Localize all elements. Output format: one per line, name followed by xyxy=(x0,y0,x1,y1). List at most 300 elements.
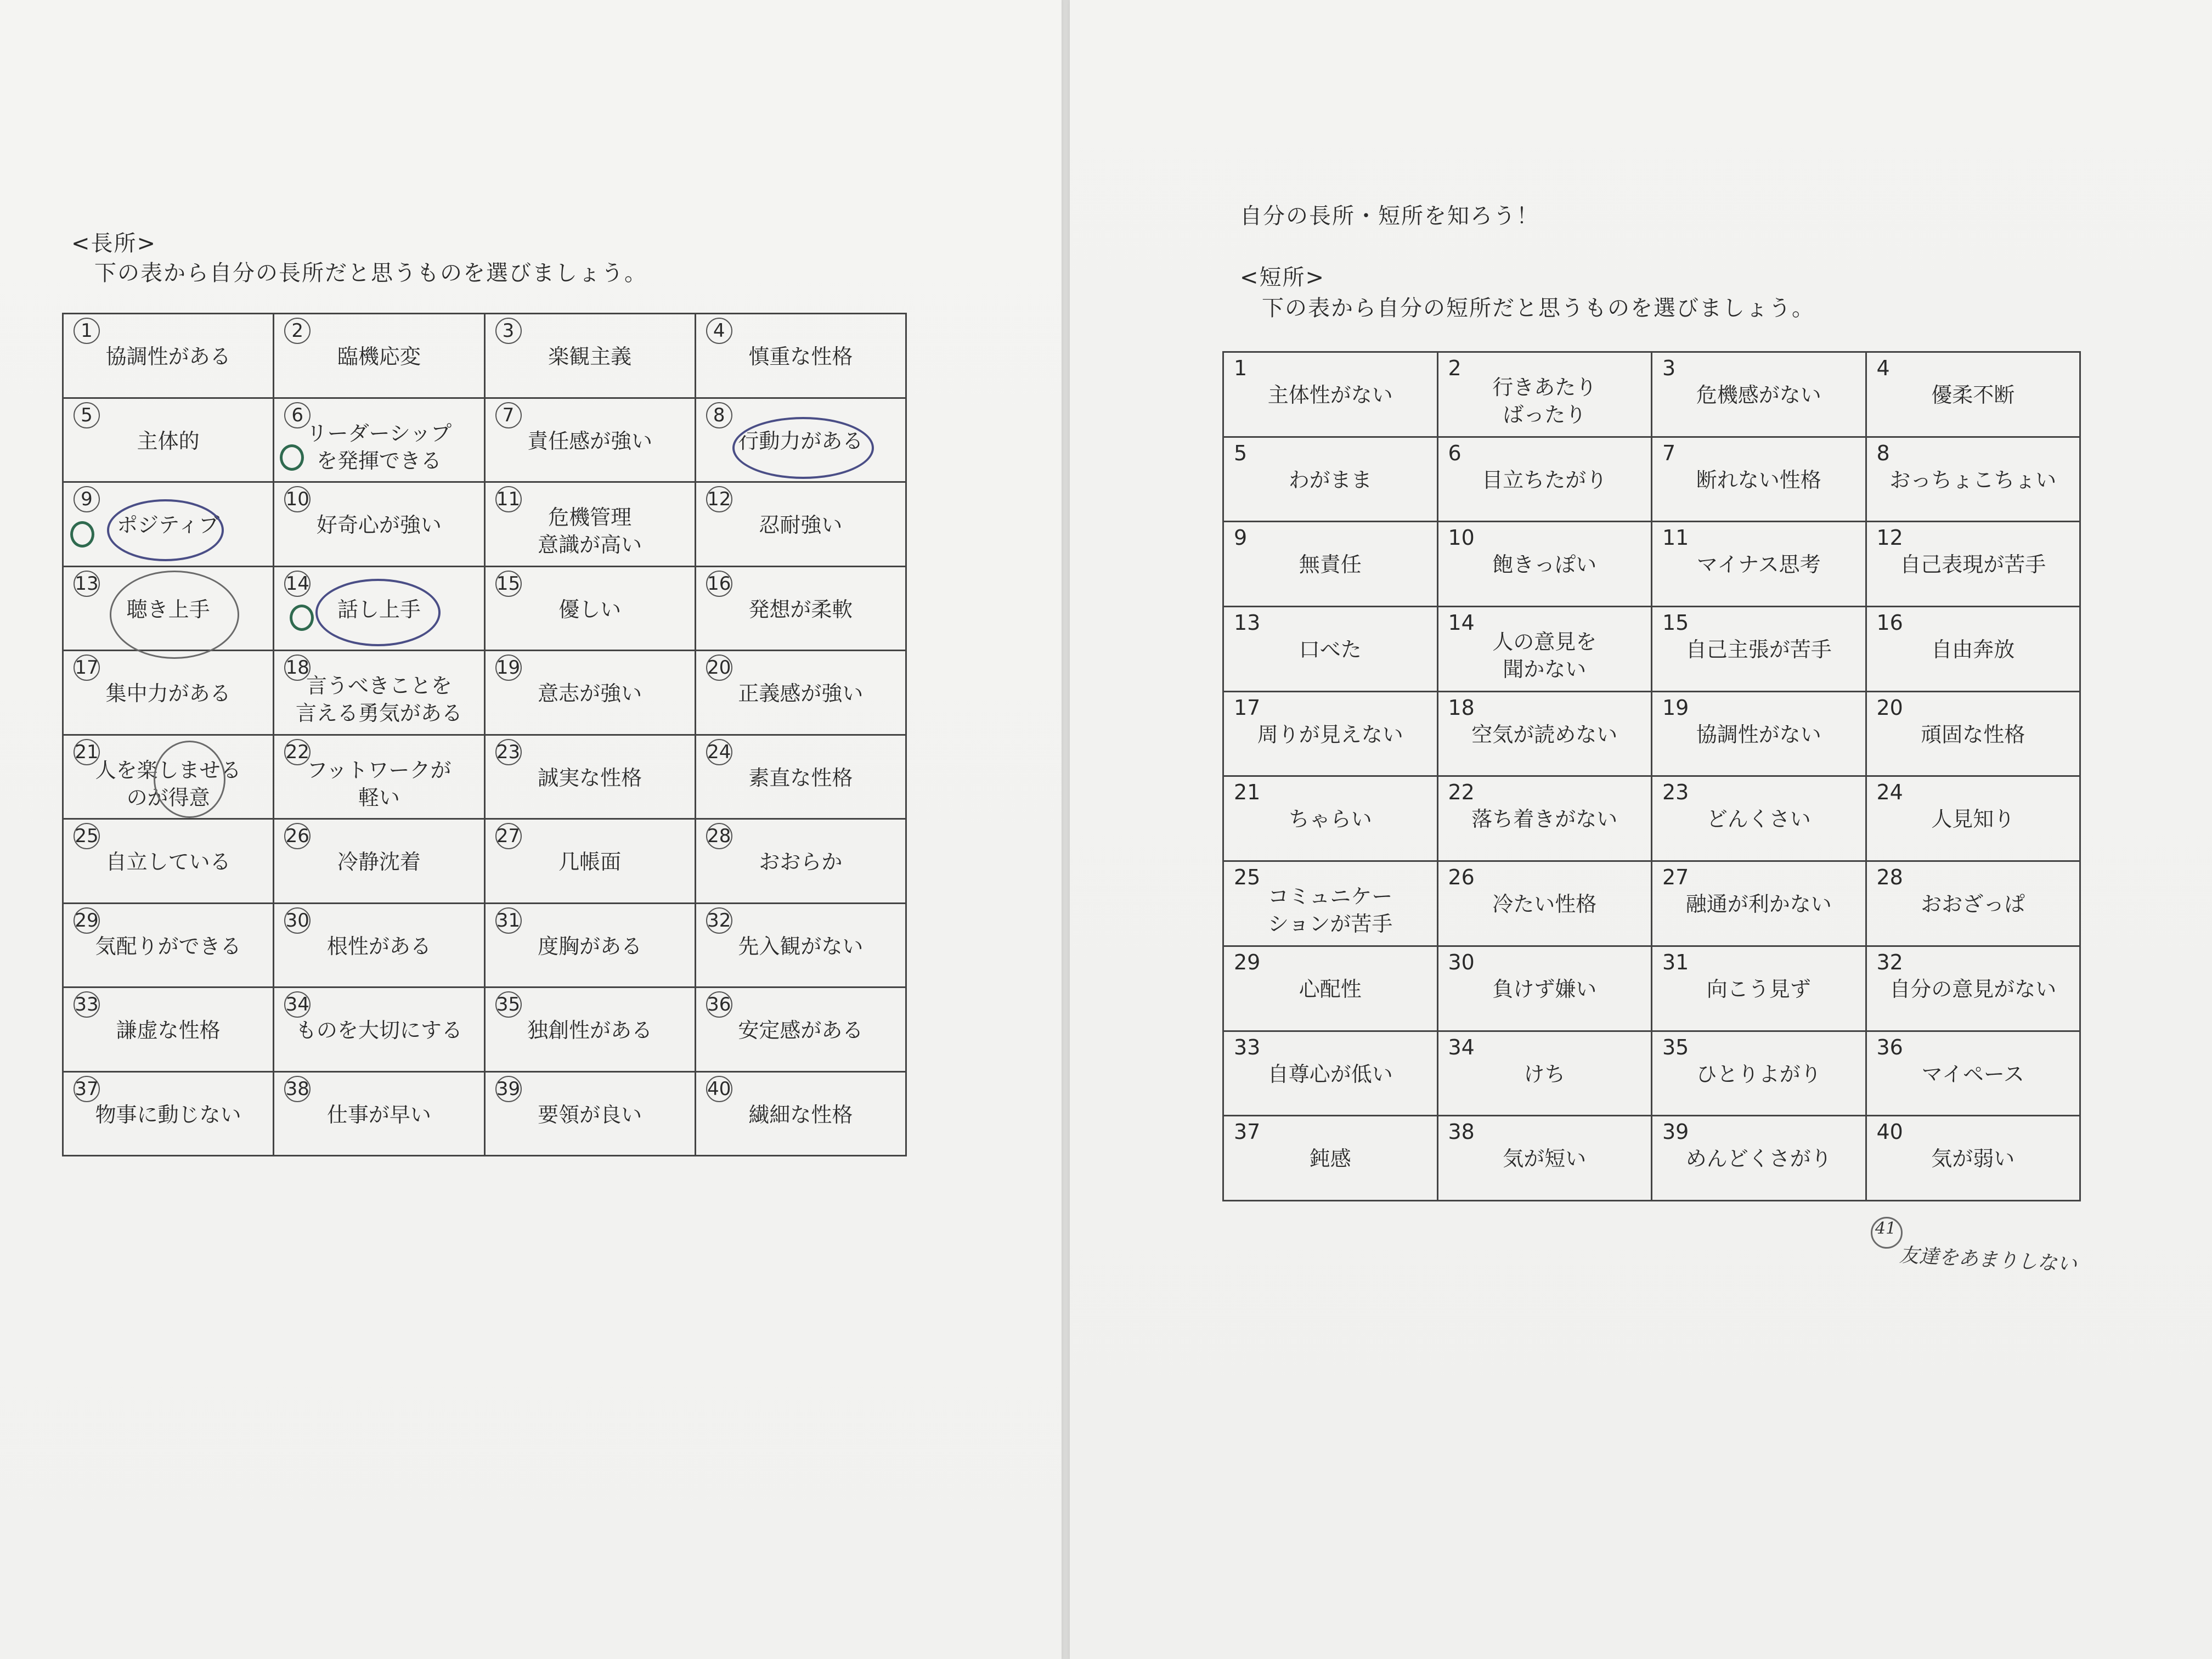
strength-item-number-circle: 36 xyxy=(706,991,732,1018)
weakness-item-label: 冷たい性格 xyxy=(1492,892,1597,917)
strength-cell-20 xyxy=(695,651,906,735)
weakness-cell-7 xyxy=(1652,437,1866,522)
strength-item-number xyxy=(495,823,522,849)
strength-item-number-circle: 28 xyxy=(706,823,732,849)
weakness-item-label: 優柔不断 xyxy=(1931,383,2015,407)
strength-cell-13 xyxy=(63,566,274,651)
weakness-item-label: 目立ちたがり xyxy=(1482,467,1607,492)
strength-cell-8 xyxy=(695,398,906,482)
green-o-mark-6 xyxy=(280,444,304,471)
weakness-item-label: 落ち着きがない xyxy=(1471,807,1618,832)
strength-item-label: 行動力がある xyxy=(738,428,864,453)
weakness-item-number: 33 xyxy=(1234,1035,1261,1059)
strength-item-label: 独創性がある xyxy=(527,1018,653,1042)
weakness-item-number: 18 xyxy=(1448,695,1475,720)
weakness-cell-20 xyxy=(1866,691,2080,776)
strength-item-number-circle: 39 xyxy=(495,1076,522,1102)
strength-item-label: 人を楽しませる のが得意 xyxy=(95,758,241,810)
weakness-item-number: 2 xyxy=(1448,356,1462,380)
weakness-item-label: 負けず嫌い xyxy=(1492,977,1597,1001)
weakness-item-label: けち xyxy=(1523,1062,1566,1086)
strengths-instruction: 下の表から自分の長所だと思うものを選びましょう。 xyxy=(94,261,647,286)
weakness-item-label: おっちょこちょい xyxy=(1889,467,2057,492)
weakness-item-number: 37 xyxy=(1234,1120,1261,1144)
strength-row xyxy=(63,314,906,398)
strength-item-number xyxy=(706,571,732,597)
strength-item-number-circle: 23 xyxy=(495,739,522,765)
strength-cell-7 xyxy=(484,398,695,482)
strength-item-number-circle: 3 xyxy=(495,318,522,344)
weakness-cell-33 xyxy=(1223,1031,1438,1116)
weakness-cell-32 xyxy=(1866,946,2080,1031)
strengths-heading: <長所> xyxy=(71,231,157,256)
strength-item-number-circle: 33 xyxy=(74,991,100,1018)
strength-item-number-circle: 29 xyxy=(74,907,100,934)
weakness-item-number: 19 xyxy=(1662,695,1689,720)
weakness-row xyxy=(1223,522,2080,607)
weakness-cell-3 xyxy=(1652,352,1866,437)
strength-item-number-circle: 38 xyxy=(284,1076,311,1102)
left-worksheet xyxy=(0,0,1062,1659)
strength-cell-32 xyxy=(695,903,906,988)
strength-row xyxy=(63,398,906,482)
weakness-item-label: 人の意見を 聞かない xyxy=(1492,630,1597,682)
weakness-row xyxy=(1223,437,2080,522)
weakness-cell-16 xyxy=(1866,607,2080,692)
strength-item-number xyxy=(495,318,522,344)
weakness-cell-14 xyxy=(1437,607,1652,692)
strength-item-number-circle: 25 xyxy=(74,823,100,849)
strength-item-label: 誠実な性格 xyxy=(538,765,642,790)
weakness-item-label: 周りが見えない xyxy=(1257,722,1403,747)
weakness-item-label: 気が弱い xyxy=(1931,1147,2015,1171)
weakness-row xyxy=(1223,776,2080,861)
weakness-item-number: 7 xyxy=(1662,441,1676,465)
strength-item-number-circle: 11 xyxy=(495,486,522,512)
strength-item-number-circle: 1 xyxy=(74,318,100,344)
weakness-item-label: 頑固な性格 xyxy=(1921,722,2025,747)
strength-item-label: 繊細な性格 xyxy=(748,1102,853,1127)
weakness-item-number: 25 xyxy=(1234,865,1261,890)
weakness-item-number: 5 xyxy=(1234,441,1248,465)
weakness-cell-30 xyxy=(1437,946,1652,1031)
weakness-cell-35 xyxy=(1652,1031,1866,1116)
strength-item-number xyxy=(74,486,100,512)
weakness-cell-23 xyxy=(1652,776,1866,861)
weakness-item-label: どんくさい xyxy=(1706,807,1811,832)
strength-item-number-circle: 24 xyxy=(706,739,732,765)
strength-item-number xyxy=(706,318,732,344)
weakness-item-label: 主体性がない xyxy=(1267,383,1393,407)
weakness-row xyxy=(1223,607,2080,692)
strength-cell-39 xyxy=(484,1071,695,1156)
strength-item-number xyxy=(284,991,311,1018)
strength-row xyxy=(63,482,906,567)
strength-row xyxy=(63,988,906,1072)
weakness-item-number: 4 xyxy=(1876,356,1890,380)
weakness-item-label: 協調性がない xyxy=(1696,722,1821,747)
weakness-item-number: 11 xyxy=(1662,526,1689,550)
strength-item-number-circle: 6 xyxy=(284,402,311,428)
weakness-cell-5 xyxy=(1223,437,1438,522)
strength-item-label: 協調性がある xyxy=(105,345,231,369)
weakness-item-label: 危機感がない xyxy=(1696,383,1821,407)
strength-item-number-circle: 12 xyxy=(706,486,732,512)
weakness-cell-37 xyxy=(1223,1116,1438,1201)
weakness-cell-40 xyxy=(1866,1116,2080,1201)
weakness-row xyxy=(1223,946,2080,1031)
weakness-item-number: 38 xyxy=(1448,1120,1475,1144)
strength-cell-5 xyxy=(63,398,274,482)
strength-item-number-circle: 31 xyxy=(495,907,522,934)
strength-item-number xyxy=(284,318,311,344)
weakness-item-number: 22 xyxy=(1448,780,1475,805)
weakness-cell-13 xyxy=(1223,607,1438,692)
weakness-item-label: 無責任 xyxy=(1299,552,1362,577)
strength-row xyxy=(63,735,906,819)
strength-item-label: 危機管理 意識が高い xyxy=(538,505,642,557)
strength-item-label: リーダーシップ を発揮できる xyxy=(306,421,452,473)
weakness-item-label: ちゃらい xyxy=(1288,807,1372,832)
strength-item-number xyxy=(74,571,100,597)
strength-item-label: 根性がある xyxy=(326,934,431,958)
strength-item-number xyxy=(74,318,100,344)
weakness-item-label: 向こう見ず xyxy=(1706,977,1811,1001)
weakness-item-number: 21 xyxy=(1234,780,1261,805)
weakness-cell-29 xyxy=(1223,946,1438,1031)
weakness-cell-38 xyxy=(1437,1116,1652,1201)
weakness-item-label: 鈍感 xyxy=(1309,1147,1351,1171)
weakness-cell-36 xyxy=(1866,1031,2080,1116)
strength-item-label: 好奇心が強い xyxy=(316,513,442,537)
weakness-item-label: めんどくさがり xyxy=(1685,1147,1832,1171)
strength-row xyxy=(63,1071,906,1156)
right-worksheet xyxy=(1070,0,2212,1659)
strength-item-label: おおらか xyxy=(759,850,843,874)
strength-item-label: 仕事が早い xyxy=(326,1102,431,1127)
weakness-item-number: 31 xyxy=(1662,950,1689,974)
strength-item-number-circle: 4 xyxy=(706,318,732,344)
strength-item-number xyxy=(74,1076,100,1102)
weakness-item-label: 自分の意見がない xyxy=(1889,977,2057,1001)
strength-item-number xyxy=(284,486,311,512)
strength-cell-9 xyxy=(63,482,274,567)
strength-item-label: 安定感がある xyxy=(738,1018,864,1042)
strength-item-number-circle: 30 xyxy=(284,907,311,934)
strength-cell-6 xyxy=(274,398,484,482)
weakness-cell-26 xyxy=(1437,861,1652,946)
weakness-row xyxy=(1223,1031,2080,1116)
strength-item-number xyxy=(74,402,100,428)
weakness-item-number: 13 xyxy=(1234,611,1261,635)
weakness-item-label: コミュニケー ションが苦手 xyxy=(1268,884,1393,936)
weakness-item-label: 断れない性格 xyxy=(1696,467,1821,492)
weakness-item-label: 自由奔放 xyxy=(1931,637,2015,662)
weakness-item-label: わがまま xyxy=(1288,467,1372,492)
weakness-item-number: 9 xyxy=(1234,526,1248,550)
strength-item-label: 話し上手 xyxy=(337,597,421,622)
weakness-cell-15 xyxy=(1652,607,1866,692)
strength-item-label: 素直な性格 xyxy=(748,765,853,790)
strength-item-number-circle: 32 xyxy=(706,907,732,934)
weakness-item-number: 39 xyxy=(1662,1120,1689,1144)
strength-item-number xyxy=(495,907,522,934)
strength-cell-4 xyxy=(695,314,906,398)
strength-item-label: フットワークが 軽い xyxy=(307,758,452,810)
weakness-item-number: 27 xyxy=(1662,865,1689,890)
weakness-item-number: 30 xyxy=(1448,950,1475,974)
strength-item-number xyxy=(706,1076,732,1102)
strength-row xyxy=(63,566,906,651)
weakness-item-number: 24 xyxy=(1876,780,1903,805)
weakness-item-number: 20 xyxy=(1876,695,1903,720)
strength-item-number-circle: 2 xyxy=(284,318,311,344)
strength-item-number-circle: 17 xyxy=(74,654,100,681)
strength-item-number xyxy=(706,907,732,934)
strength-item-label: 主体的 xyxy=(137,428,200,453)
strength-cell-3 xyxy=(484,314,695,398)
weaknesses-table xyxy=(1222,351,2081,1201)
weakness-item-number: 10 xyxy=(1448,526,1475,550)
strength-cell-18 xyxy=(274,651,484,735)
weakness-row xyxy=(1223,352,2080,437)
weakness-item-number: 35 xyxy=(1662,1035,1689,1059)
weakness-item-number: 16 xyxy=(1876,611,1903,635)
strength-item-number-circle: 34 xyxy=(284,991,311,1018)
weakness-item-label: おおざっぱ xyxy=(1921,892,2025,917)
weakness-item-number: 1 xyxy=(1234,356,1248,380)
weakness-row xyxy=(1223,1116,2080,1201)
strength-item-label: 意志が強い xyxy=(538,681,642,706)
strength-cell-26 xyxy=(274,819,484,904)
strengths-table xyxy=(62,313,907,1156)
strength-item-label: 先入観がない xyxy=(738,934,864,958)
strength-cell-2 xyxy=(274,314,484,398)
weakness-item-label: 心配性 xyxy=(1299,977,1362,1001)
weakness-item-label: 行きあたり ばったり xyxy=(1492,375,1597,427)
weakness-item-number: 32 xyxy=(1876,950,1903,974)
weakness-cell-12 xyxy=(1866,522,2080,607)
handwritten-number: 41 xyxy=(1875,1219,1897,1238)
strength-item-number xyxy=(284,907,311,934)
strength-item-number xyxy=(706,486,732,512)
strength-item-label: 臨機応変 xyxy=(337,345,421,369)
strength-item-number xyxy=(74,823,100,849)
strength-item-number xyxy=(706,991,732,1018)
strength-row xyxy=(63,651,906,735)
strength-item-number xyxy=(284,1076,311,1102)
weakness-item-number: 3 xyxy=(1662,356,1676,380)
green-o-mark-14 xyxy=(290,605,314,631)
weakness-cell-10 xyxy=(1437,522,1652,607)
strength-item-number-circle: 5 xyxy=(74,402,100,428)
weakness-item-number: 17 xyxy=(1234,695,1261,720)
strength-item-number xyxy=(74,654,100,681)
strength-item-number xyxy=(495,991,522,1018)
strength-item-label: 正義感が強い xyxy=(738,681,864,706)
strength-item-number xyxy=(495,571,522,597)
strength-item-number-circle: 10 xyxy=(284,486,311,512)
strength-item-label: 発想が柔軟 xyxy=(748,597,853,622)
strength-cell-37 xyxy=(63,1071,274,1156)
strength-item-label: 忍耐強い xyxy=(759,513,843,537)
strength-item-number-circle: 40 xyxy=(706,1076,732,1102)
strength-item-label: 優しい xyxy=(558,597,622,622)
strength-item-number-circle: 37 xyxy=(74,1076,100,1102)
strength-item-label: 言うべきことを 言える勇気がある xyxy=(295,674,462,725)
handwritten-note: 友達をあまりしない xyxy=(1898,1244,2078,1276)
strength-cell-24 xyxy=(695,735,906,819)
weakness-item-number: 15 xyxy=(1662,611,1689,635)
worksheet-title: 自分の長所・短所を知ろう！ xyxy=(1240,204,1539,229)
weakness-cell-34 xyxy=(1437,1031,1652,1116)
weakness-item-label: 口べた xyxy=(1299,637,1362,662)
strength-cell-1 xyxy=(63,314,274,398)
weakness-row xyxy=(1223,691,2080,776)
weakness-cell-17 xyxy=(1223,691,1438,776)
weakness-item-label: ひとりよがり xyxy=(1696,1062,1821,1086)
strength-cell-19 xyxy=(484,651,695,735)
weakness-cell-31 xyxy=(1652,946,1866,1031)
strength-item-number xyxy=(284,571,311,597)
strength-item-number xyxy=(495,1076,522,1102)
strength-cell-31 xyxy=(484,903,695,988)
strength-cell-23 xyxy=(484,735,695,819)
weakness-cell-8 xyxy=(1866,437,2080,522)
strength-item-label: 度胸がある xyxy=(538,934,642,958)
weakness-item-number: 28 xyxy=(1876,865,1903,890)
green-o-mark-9 xyxy=(70,521,94,548)
strength-item-number-circle: 14 xyxy=(284,571,311,597)
strength-item-number-circle: 22 xyxy=(284,739,311,765)
strength-cell-15 xyxy=(484,566,695,651)
strength-item-label: 几帳面 xyxy=(558,850,622,874)
weakness-item-label: 自尊心が低い xyxy=(1267,1062,1393,1086)
weakness-cell-18 xyxy=(1437,691,1652,776)
weakness-item-label: 人見知り xyxy=(1931,807,2015,832)
strength-item-number-circle: 16 xyxy=(706,571,732,597)
strength-item-label: 物事に動じない xyxy=(95,1102,241,1127)
strength-item-number xyxy=(284,823,311,849)
strength-item-label: 聴き上手 xyxy=(126,597,210,622)
weakness-item-number: 29 xyxy=(1234,950,1261,974)
strength-cell-27 xyxy=(484,819,695,904)
weakness-cell-19 xyxy=(1652,691,1866,776)
weakness-item-number: 12 xyxy=(1876,526,1903,550)
weakness-cell-24 xyxy=(1866,776,2080,861)
strength-item-number xyxy=(495,739,522,765)
strength-cell-21 xyxy=(63,735,274,819)
weakness-item-label: 飽きっぽい xyxy=(1492,552,1597,577)
weakness-item-number: 14 xyxy=(1448,611,1475,635)
weakness-item-label: 自己主張が苦手 xyxy=(1685,637,1832,662)
strength-cell-36 xyxy=(695,988,906,1072)
weakness-item-number: 34 xyxy=(1448,1035,1475,1059)
strength-item-number-circle: 9 xyxy=(74,486,100,512)
weakness-cell-6 xyxy=(1437,437,1652,522)
weakness-item-label: マイナス思考 xyxy=(1696,552,1821,577)
weakness-cell-39 xyxy=(1652,1116,1866,1201)
strength-item-number xyxy=(495,402,522,428)
weakness-cell-2 xyxy=(1437,352,1652,437)
strength-item-number xyxy=(495,654,522,681)
strength-item-number xyxy=(706,739,732,765)
strength-item-label: 責任感が強い xyxy=(527,428,653,453)
strength-item-number-circle: 18 xyxy=(284,654,311,681)
strength-item-label: 要領が良い xyxy=(538,1102,642,1127)
weaknesses-instruction: 下の表から自分の短所だと思うものを選びましょう。 xyxy=(1262,296,1815,321)
weakness-item-label: 気が短い xyxy=(1503,1147,1587,1171)
weakness-item-label: 空気が読めない xyxy=(1471,722,1618,747)
strength-item-number-circle: 8 xyxy=(706,402,732,428)
strength-cell-22 xyxy=(274,735,484,819)
strength-item-number xyxy=(706,654,732,681)
strength-item-number-circle: 35 xyxy=(495,991,522,1018)
strength-row xyxy=(63,819,906,904)
strength-item-number-circle: 7 xyxy=(495,402,522,428)
strength-cell-35 xyxy=(484,988,695,1072)
strength-row xyxy=(63,903,906,988)
weakness-item-label: 融通が利かない xyxy=(1685,892,1832,917)
weakness-item-number: 36 xyxy=(1876,1035,1903,1059)
strength-item-number-circle: 21 xyxy=(74,739,100,765)
strength-cell-11 xyxy=(484,482,695,567)
strength-item-label: 謙虚な性格 xyxy=(116,1018,221,1042)
strength-cell-28 xyxy=(695,819,906,904)
weakness-cell-11 xyxy=(1652,522,1866,607)
strength-item-label: ポジティブ xyxy=(117,513,220,537)
weakness-item-label: マイペース xyxy=(1921,1062,2024,1086)
weakness-item-number: 6 xyxy=(1448,441,1462,465)
strength-item-number-circle: 19 xyxy=(495,654,522,681)
strength-cell-25 xyxy=(63,819,274,904)
strength-item-label: 冷静沈着 xyxy=(337,850,421,874)
weakness-cell-9 xyxy=(1223,522,1438,607)
strength-item-label: 慎重な性格 xyxy=(748,345,853,369)
strength-item-number-circle: 15 xyxy=(495,571,522,597)
strength-cell-17 xyxy=(63,651,274,735)
strength-cell-30 xyxy=(274,903,484,988)
weakness-cell-22 xyxy=(1437,776,1652,861)
weakness-cell-1 xyxy=(1223,352,1438,437)
strength-item-number-circle: 27 xyxy=(495,823,522,849)
strength-cell-34 xyxy=(274,988,484,1072)
strength-cell-10 xyxy=(274,482,484,567)
weakness-cell-25 xyxy=(1223,861,1438,946)
strength-cell-33 xyxy=(63,988,274,1072)
strength-item-number-circle: 26 xyxy=(284,823,311,849)
weakness-item-number: 23 xyxy=(1662,780,1689,805)
weakness-cell-27 xyxy=(1652,861,1866,946)
weakness-row xyxy=(1223,861,2080,946)
weakness-item-label: 自己表現が苦手 xyxy=(1900,552,2046,577)
strength-item-number xyxy=(74,907,100,934)
weakness-item-number: 8 xyxy=(1876,441,1890,465)
strength-item-label: 自立している xyxy=(105,850,231,874)
strength-item-number-circle: 13 xyxy=(74,571,100,597)
strength-cell-38 xyxy=(274,1071,484,1156)
weakness-cell-28 xyxy=(1866,861,2080,946)
strength-item-number xyxy=(706,823,732,849)
strength-item-label: 集中力がある xyxy=(105,681,231,706)
strength-item-label: 楽観主義 xyxy=(548,345,632,369)
strength-cell-40 xyxy=(695,1071,906,1156)
weakness-item-number: 26 xyxy=(1448,865,1475,890)
strength-item-number xyxy=(706,402,732,428)
strength-cell-16 xyxy=(695,566,906,651)
weaknesses-heading: <短所> xyxy=(1240,265,1325,290)
strength-item-number-circle: 20 xyxy=(706,654,732,681)
